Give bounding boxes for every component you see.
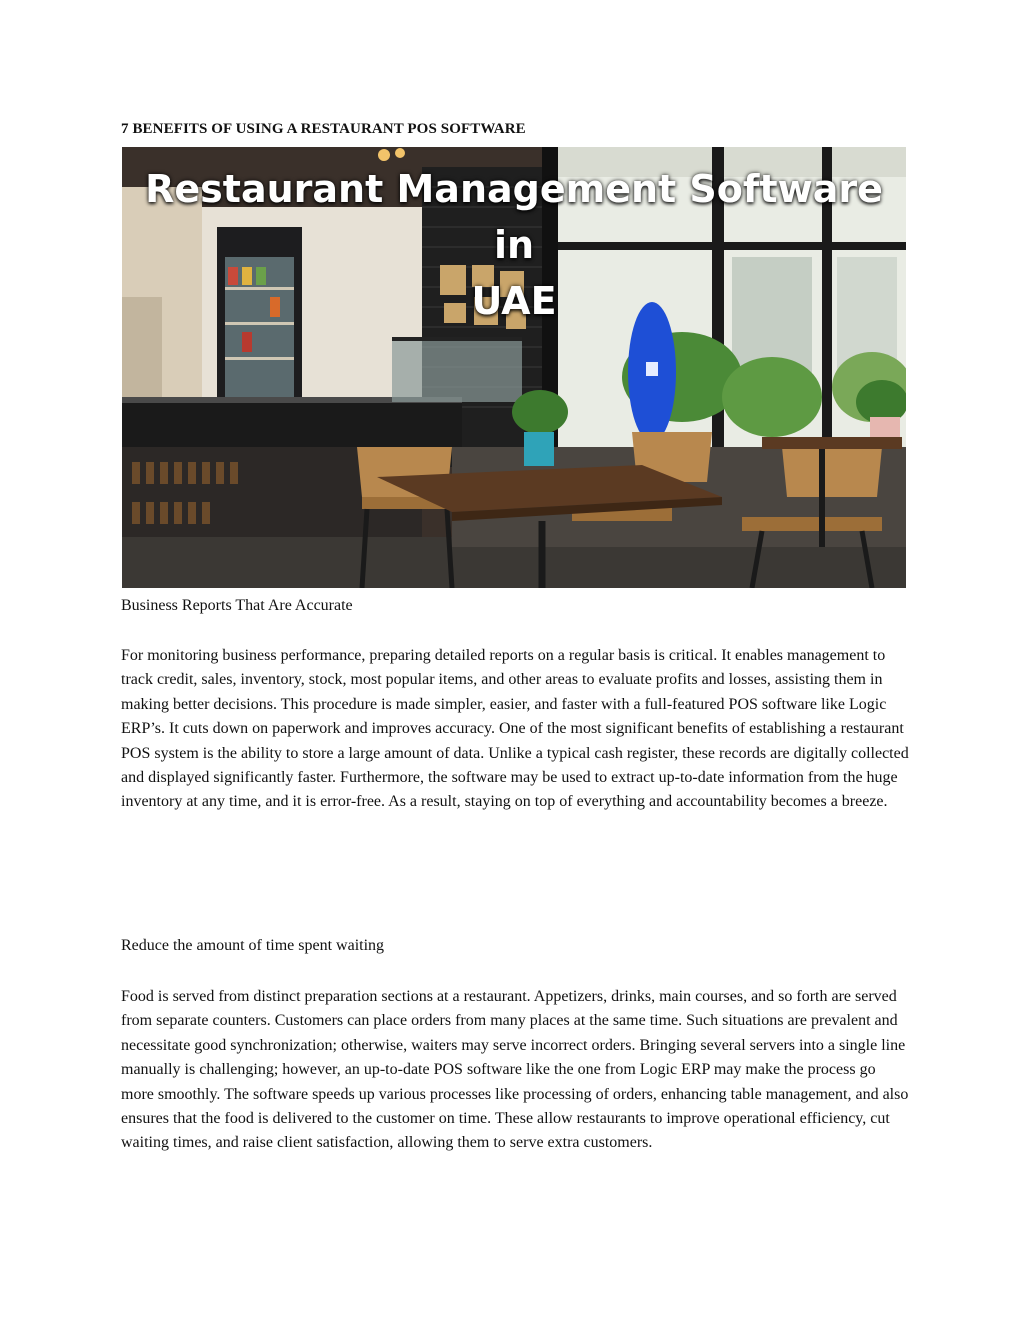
hero-image: [122, 147, 906, 588]
hero-image-caption: [122, 161, 906, 329]
section-body-reduce-waiting: Food is served from distinct preparation sections at a restaurant. Appetizers, drinks, main courses, and so forth are served from separate counters. Customers can place orders from many places at the same time. Such situations are prevalent and necessitate good synchronization; otherwise, waiters may serve incorrect orders. Bringing several servers into a single line manually is challenging; however, an up-to-date POS software like the one from Logic ERP may make the process go more smoothly. The software speeds up various processes like processing of orders, enhancing table management, and also ensures that the food is delivered to the customer on time. These allow restaurants to improve operational efficiency, cut waiting times, and raise client satisfaction, allowing them to serve extra customers.: [121, 988, 909, 1152]
hero-caption-line-2: UAE: [471, 279, 557, 323]
section-body-business-reports: For monitoring business performance, preparing detailed reports on a regular basis is critical. It enables management to track credit, sales, inventory, stock, most popular items, and other areas to evaluate profits and losses, assisting them in making better decisions. This procedure is made simpler, easier, and faster with a full-featured POS software like Logic ERP’s. It cuts down on paperwork and improves accuracy. One of the most significant benefits of establishing a restaurant POS system is the ability to store a large amount of data. Unlike a typical cash register, these records are digitally collected and displayed significantly faster. Furthermore, the software may be used to extract up-to-date information from the huge inventory at any time, and it is error-free. As a result, staying on top of everything and accountability becomes a breeze.: [121, 647, 909, 811]
section-heading-business-reports: Business Reports That Are Accurate: [121, 597, 353, 614]
section-heading-reduce-waiting: Reduce the amount of time spent waiting: [121, 937, 385, 954]
document-title: 7 BENEFITS OF USING A RESTAURANT POS SOFTWARE: [121, 121, 526, 137]
hero-caption-line-1: Restaurant Management Software in: [145, 167, 883, 267]
